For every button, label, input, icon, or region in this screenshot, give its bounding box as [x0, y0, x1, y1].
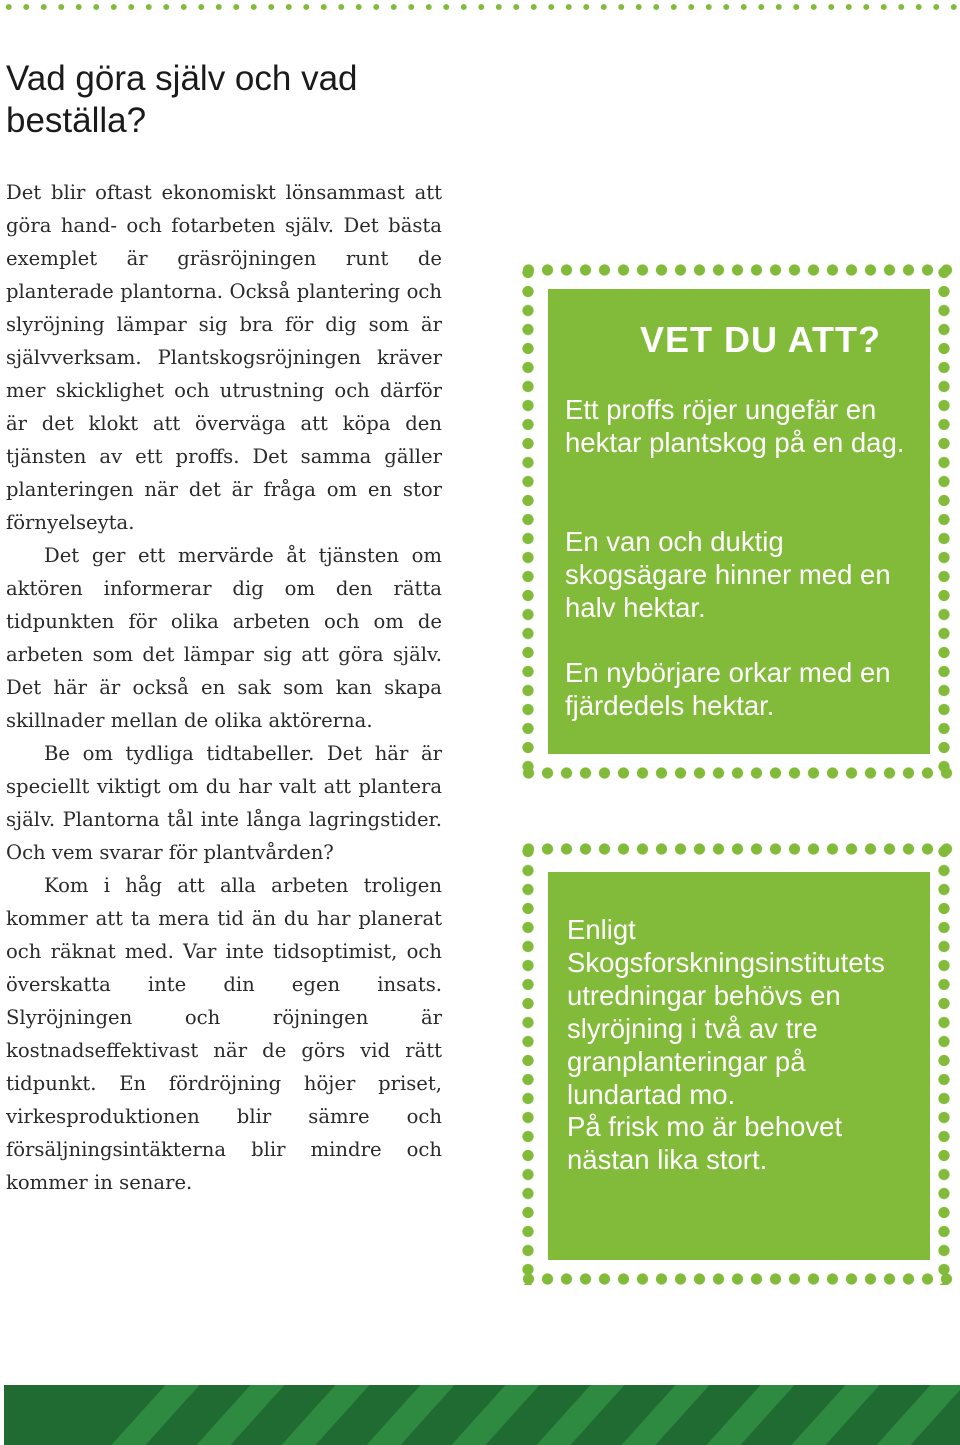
- dotted-border-top: [519, 842, 957, 856]
- dotted-border-right: [937, 263, 951, 779]
- dotted-border-bottom: [519, 1272, 957, 1286]
- dotted-border-left: [521, 263, 535, 779]
- factbox-paragraph: En nybörjare orkar med en fjärdedels hektar.: [565, 657, 891, 721]
- article-body: [6, 176, 442, 1199]
- footer-stripe: [688, 1385, 803, 1445]
- footer-stripe: [263, 1385, 378, 1445]
- dotted-border-right: [937, 842, 951, 1285]
- footer-stripe: [773, 1385, 888, 1445]
- footer-stripe: [348, 1385, 463, 1445]
- dotted-border-left: [521, 842, 535, 1285]
- dotted-border-top: [519, 263, 957, 277]
- top-dotted-border: [0, 0, 960, 14]
- footer-stripe: [433, 1385, 548, 1445]
- footer-stripe: [518, 1385, 633, 1445]
- factbox-paragraph: Ett proffs röjer ungefär en hektar plantskog på en dag.: [565, 394, 905, 458]
- factbox-vet-du-att: [548, 289, 930, 754]
- footer-striped-band: [4, 1385, 960, 1445]
- body-paragraph: Kom i håg att alla arbeten troligen kommer att ta mera tid än du har planerat och räknat med. Var inte tidsoptimist, och överskatta inte din egen insats. Slyröjningen och röjningen är kostnadseffektivast när de görs vid rätt tidpunkt. En fördröjning höjer priset, virkesproduktionen blir sämre och försäljningsintäkterna blir mindre och kommer in senare.: [6, 874, 442, 1194]
- footer-stripe: [603, 1385, 718, 1445]
- dotted-border-bottom: [519, 766, 957, 780]
- factbox-paragraph: På frisk mo är behovet nästan lika stort.: [567, 1111, 843, 1175]
- factbox-research: [548, 872, 930, 1260]
- body-paragraph: Be om tydliga tidtabeller. Det här är speciellt viktigt om du har valt att plantera själv. Plantorna tål inte långa lagringstider. Och vem svarar för plantvården?: [6, 742, 442, 864]
- footer-stripe: [858, 1385, 960, 1445]
- factbox-paragraph: Enligt Skogsforskningsinstitutets utredningar behövs en slyröjning i två av tre granplanteringar på lundartad mo.: [567, 914, 885, 1110]
- factbox-paragraph: En van och duktig skogsägare hinner med en halv hektar.: [565, 526, 891, 623]
- factbox-title: VET DU ATT?: [640, 319, 881, 360]
- footer-stripe: [178, 1385, 293, 1445]
- page-heading: Vad göra själv och vad beställa?: [6, 59, 358, 140]
- body-paragraph: Det ger ett mervärde åt tjänsten om aktören informerar dig om den rätta tidpunkten för olika arbeten och om de arbeten som det lämpar sig att göra själv. Det här är också en sak som kan skapa skillnader mellan de olika aktörerna.: [6, 544, 442, 732]
- body-paragraph: Det blir oftast ekonomiskt lönsammast att göra hand- och fotarbeten själv. Det bästa exemplet är gräsröjningen runt de planterade plantorna. Också plantering och slyröjning lämpar sig bra för dig som är självverksam. Plantskogsröjningen kräver mer skicklighet och utrustning och därför är det klokt att överväga att köpa den tjänsten av ett proffs. Det samma gäller planteringen när det är fråga om en stor förnyelseyta.: [6, 181, 442, 534]
- footer-stripe: [93, 1385, 208, 1445]
